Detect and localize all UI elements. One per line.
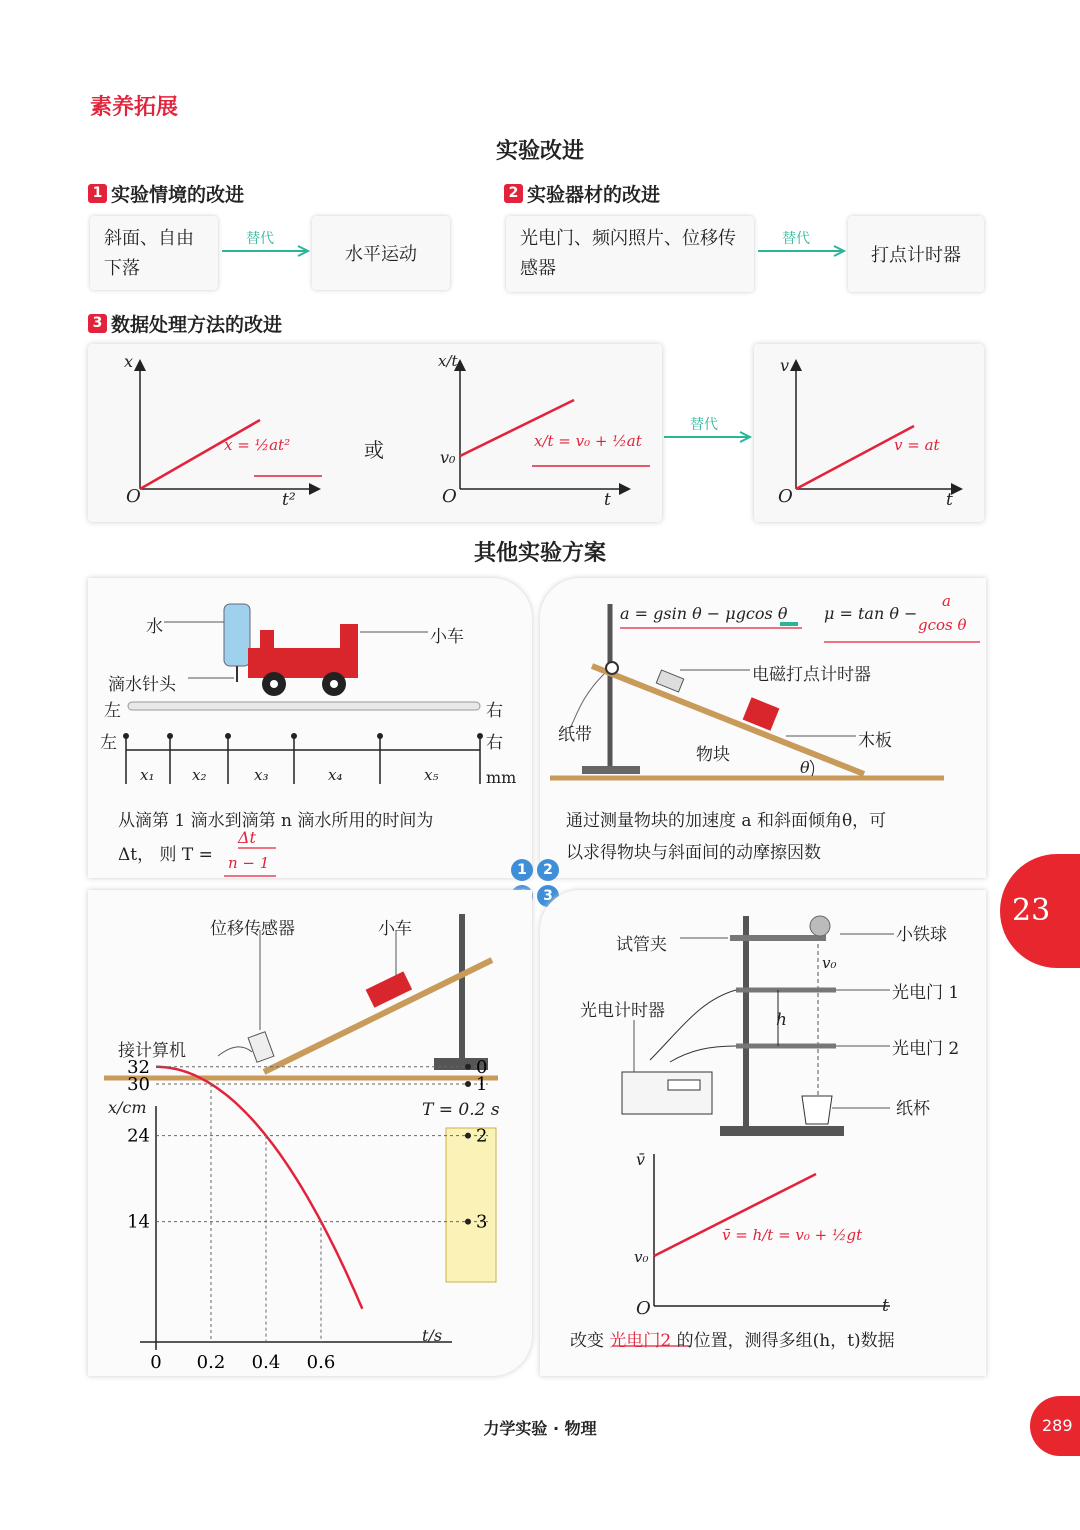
segment-label: x₅ xyxy=(424,766,439,784)
formula-mu-numerator: a xyxy=(942,592,951,610)
x-tick-label: 0.4 xyxy=(251,1352,281,1373)
formula-label: x/t = v₀ + ½at xyxy=(534,432,642,450)
formula-mu-denominator: gcos θ xyxy=(918,616,967,634)
x-tick-label: 0 xyxy=(150,1352,162,1373)
description-highlight: 光电门2 xyxy=(609,1331,672,1351)
label-right: 右 xyxy=(486,701,503,721)
box-to-2: 打点计时器 xyxy=(848,216,984,292)
label-ball: 小铁球 xyxy=(896,925,947,945)
segment-label: x₄ xyxy=(328,766,343,784)
section-tag: 素养拓展 xyxy=(90,95,179,120)
tape-point-label: 0 xyxy=(476,1056,488,1078)
x-axis-label: t xyxy=(604,490,611,510)
panel-badge-2: 2 xyxy=(537,859,559,881)
label-theta: θ xyxy=(800,758,810,777)
page-title: 实验改进 xyxy=(495,139,584,164)
tape-point xyxy=(465,1081,471,1087)
origin-label: O xyxy=(636,1298,651,1319)
heading-text: 实验器材的改进 xyxy=(527,184,661,206)
y-tick-label: 30 xyxy=(127,1074,150,1095)
arrow-label: 替代 xyxy=(690,417,718,433)
arrow-right-icon xyxy=(220,244,312,258)
label-left: 左 xyxy=(100,733,117,753)
label-cart: 小车 xyxy=(430,627,464,647)
label-gate1: 光电门 1 xyxy=(892,983,960,1003)
sensor-diagram xyxy=(88,890,532,1376)
formula-mu: μ = tan θ − xyxy=(824,604,918,623)
description-line: 通过测量物块的加速度 a 和斜面倾角θ，可 xyxy=(566,811,887,831)
label-v0: v₀ xyxy=(822,954,837,972)
arrow-label: 替代 xyxy=(782,231,810,247)
panel-water-drop xyxy=(88,578,532,878)
label-clamp: 试管夹 xyxy=(616,935,667,955)
x-axis-label: t/s xyxy=(422,1326,443,1345)
box-to-1: 水平运动 xyxy=(312,216,450,290)
label-h: h xyxy=(776,1010,787,1030)
arrow-label: 替代 xyxy=(246,231,274,247)
chapter-tab[interactable]: 23 xyxy=(1000,854,1080,968)
x-axis-label: t xyxy=(946,490,953,510)
label-right: 右 xyxy=(486,733,503,753)
label-needle: 滴水针头 xyxy=(108,675,176,695)
segment-label: x₂ xyxy=(192,766,207,784)
formula-a: a = gsin θ − μgcos θ xyxy=(620,604,788,623)
y-tick-label: 24 xyxy=(127,1125,150,1147)
arrow-right-icon xyxy=(662,430,754,444)
label-tape: 纸带 xyxy=(558,725,592,745)
y-tick-label: 32 xyxy=(127,1056,150,1078)
tape-point-label: 3 xyxy=(476,1211,488,1233)
x-tick-label: 0.2 xyxy=(196,1352,226,1373)
origin-label: O xyxy=(778,486,793,507)
arrow-right-icon xyxy=(756,244,848,258)
intercept-label: v₀ xyxy=(440,448,456,467)
heading-text: 数据处理方法的改进 xyxy=(111,314,283,336)
origin-label: O xyxy=(126,486,141,507)
graph-panel-a xyxy=(88,344,662,522)
description-line: Δt， 则 T = xyxy=(118,845,213,865)
number-badge: 2 xyxy=(504,184,523,203)
improve-heading-1 xyxy=(88,180,244,207)
panel-badge-3: 3 xyxy=(537,885,559,907)
description-prefix: 改变 xyxy=(570,1331,604,1351)
description-line: 以求得物块与斜面间的动摩擦因数 xyxy=(566,843,821,863)
label-block: 物块 xyxy=(696,745,730,765)
segment-label: x₃ xyxy=(254,766,269,784)
free-fall-diagram xyxy=(540,890,986,1376)
formula-label: v̄ = h/t = v₀ + ½gt xyxy=(722,1226,863,1244)
number-badge: 3 xyxy=(88,314,107,333)
tape-point xyxy=(465,1219,471,1225)
label-sensor: 位移传感器 xyxy=(210,919,295,939)
label-board: 木板 xyxy=(858,731,892,751)
y-axis-label: v xyxy=(780,356,790,375)
series-line xyxy=(156,1067,362,1309)
y-axis-label: x/t xyxy=(438,352,458,370)
tape-point-label: 1 xyxy=(476,1074,488,1095)
tape-point-label: 2 xyxy=(476,1125,488,1147)
number-badge: 1 xyxy=(88,184,107,203)
y-axis-label: x xyxy=(124,352,134,371)
panel-free-fall xyxy=(540,890,986,1376)
y-axis-label: v̄ xyxy=(636,1150,646,1169)
x-tick-label: 0.6 xyxy=(306,1352,336,1373)
y-axis-label: x/cm xyxy=(108,1098,147,1117)
label-cup: 纸杯 xyxy=(896,1099,930,1119)
formula-label: x = ½at² xyxy=(224,436,291,454)
label-left: 左 xyxy=(104,701,121,721)
description-line xyxy=(570,1326,895,1351)
improve-heading-2 xyxy=(504,180,660,207)
label-unit: mm xyxy=(486,768,517,787)
description-line: 从滴第 1 滴水到滴第 n 滴水所用的时间为 xyxy=(118,811,434,831)
x-axis-label: t² xyxy=(282,490,296,510)
formula-label: v = at xyxy=(894,436,940,454)
box-from-1: 斜面、自由下落 xyxy=(90,216,218,290)
panel-badge-1: 1 xyxy=(511,859,533,881)
panel-incline-friction xyxy=(540,578,986,878)
period-label: T = 0.2 s xyxy=(422,1100,500,1120)
segment-label: x₁ xyxy=(140,766,155,784)
label-computer: 接计算机 xyxy=(118,1041,186,1061)
or-label: 或 xyxy=(364,438,384,462)
label-timer: 光电计时器 xyxy=(580,1001,665,1021)
box-from-2: 光电门、频闪照片、位移传感器 xyxy=(506,216,754,292)
formula-denominator: n − 1 xyxy=(228,854,270,872)
graph-panel-b xyxy=(754,344,984,522)
origin-label: O xyxy=(442,486,457,507)
intercept-label: v₀ xyxy=(634,1248,649,1266)
label-timer: 电磁打点计时器 xyxy=(752,665,871,685)
other-title: 其他实验方案 xyxy=(473,541,606,566)
y-tick-label: 14 xyxy=(127,1211,150,1233)
page-number: 289 xyxy=(1030,1396,1080,1456)
formula-numerator: Δt xyxy=(238,828,256,847)
label-water: 水 xyxy=(146,617,163,637)
tape-point xyxy=(465,1064,471,1070)
description-suffix: 的位置，测得多组(h，t)数据 xyxy=(676,1331,895,1351)
improve-heading-3 xyxy=(88,310,282,337)
panel-displacement-sensor xyxy=(88,890,532,1376)
label-cart: 小车 xyxy=(378,919,412,939)
tape-point xyxy=(465,1133,471,1139)
footer-text: 力学实验 · 物理 xyxy=(483,1419,597,1438)
x-axis-label: t xyxy=(882,1296,889,1316)
label-gate2: 光电门 2 xyxy=(892,1039,960,1059)
heading-text: 实验情境的改进 xyxy=(111,184,245,206)
